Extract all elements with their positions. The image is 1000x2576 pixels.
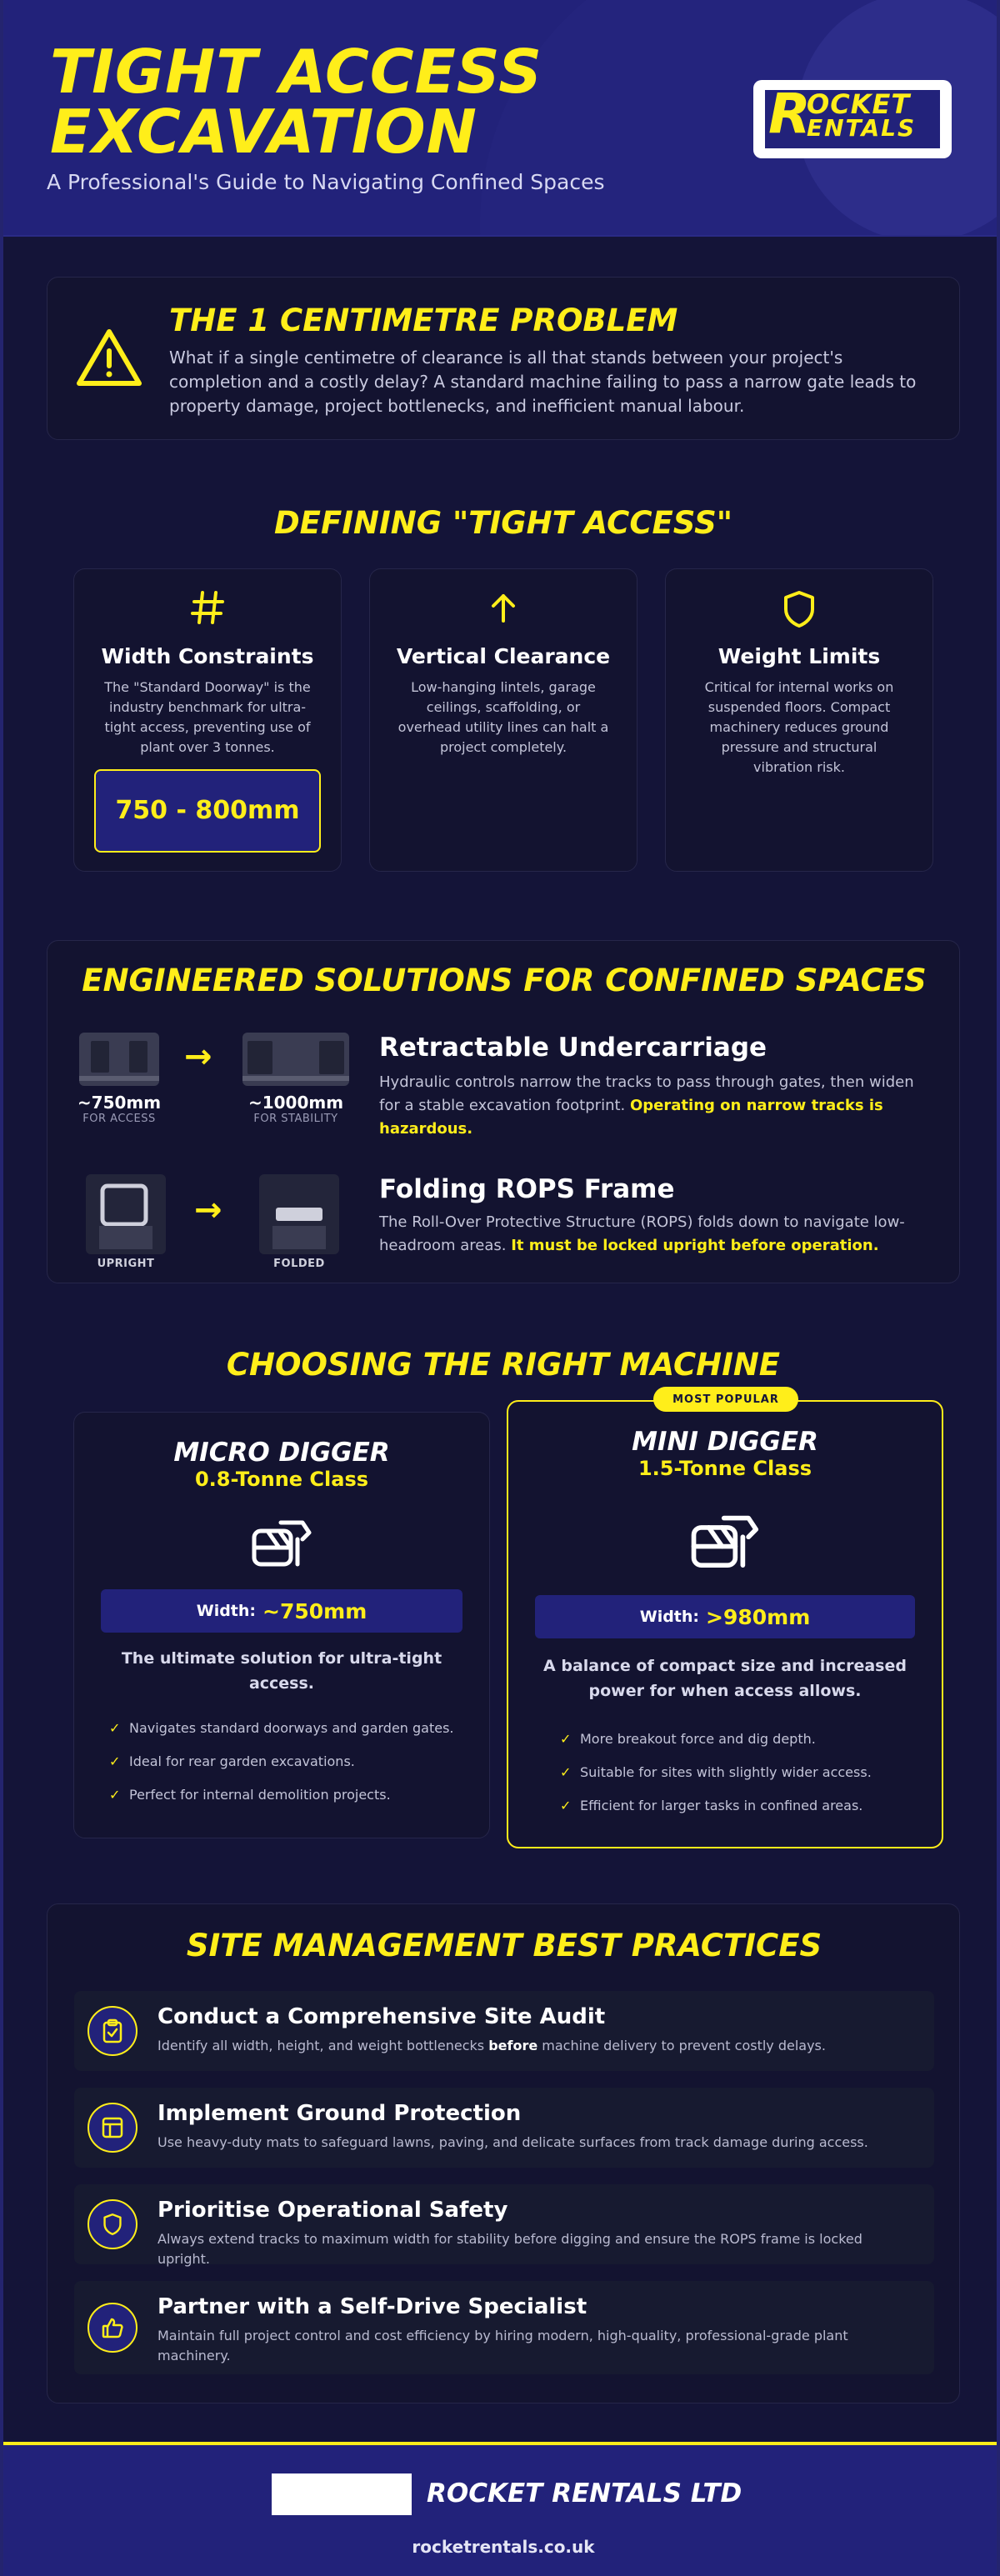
card-title: Weight Limits	[718, 644, 881, 668]
width-box	[101, 1589, 462, 1633]
check-icon: ✓	[560, 1730, 572, 1747]
machine-name: MINI DIGGER	[632, 1427, 818, 1457]
practice-title: Partner with a Self-Drive Specialist	[158, 2294, 588, 2319]
logo-text-1: OCKET	[807, 88, 911, 120]
upright-caption	[86, 1258, 166, 1270]
footer-logo-box	[272, 2473, 412, 2515]
undercarriage-warning: Operating on narrow tracks is hazardous.	[379, 1097, 883, 1138]
undercarriage-title: Retractable Undercarriage	[379, 1033, 768, 1063]
footer	[3, 2442, 1000, 2576]
arrow-right-icon: →	[194, 1191, 222, 1229]
wide-width-caption: FOR STABILITY	[253, 1113, 338, 1125]
machine-class: 0.8-Tonne Class	[194, 1468, 369, 1491]
width-value: ~750mm	[262, 1598, 368, 1623]
logo-letter: R	[768, 82, 811, 146]
company-name: ROCKET RENTALS LTD	[427, 2478, 742, 2508]
mini-digger-card	[507, 1400, 943, 1848]
practice-text	[158, 2036, 916, 2056]
undercarriage-description: Hydraulic controls narrow the tracks to pass through gates, then widen for a stable excavation footprint.	[379, 1073, 914, 1114]
title-line-2: EXCAVATION	[50, 97, 478, 167]
logo-text-2: ENTALS	[807, 114, 917, 142]
width-constraints-card	[73, 568, 342, 872]
rops-description: The Roll-Over Protective Structure (ROPS) folds down to navigate low-headroom areas.	[379, 1213, 905, 1254]
shield-icon	[666, 589, 932, 631]
feature-text: Efficient for larger tasks in confined areas.	[580, 1797, 863, 1813]
vertical-clearance-card	[369, 568, 638, 872]
practice-title: Prioritise Operational Safety	[158, 2198, 508, 2223]
practice-item	[74, 1991, 934, 2071]
width-label: Width:	[196, 1602, 257, 1620]
narrow-width-value: ~750mm	[77, 1093, 162, 1113]
check-icon: ✓	[560, 1797, 572, 1813]
feature-text: More breakout force and dig depth.	[580, 1730, 816, 1747]
practice-item	[74, 2184, 934, 2267]
rops-warning: It must be locked upright before operation.	[511, 1237, 879, 1254]
check-icon: ✓	[109, 1786, 121, 1803]
feature-text: Suitable for sites with slightly wider access.	[580, 1763, 872, 1780]
width-label: Width:	[639, 1608, 700, 1626]
logo-plate	[765, 82, 940, 148]
rops-upright-icon	[86, 1174, 166, 1254]
practices-title: SITE MANAGEMENT BEST PRACTICES	[186, 1928, 822, 1963]
page-title	[50, 37, 650, 167]
narrow-caption	[72, 1093, 166, 1125]
best-practices-card	[47, 1903, 960, 2403]
machine-name: MICRO DIGGER	[173, 1438, 390, 1468]
page-subtitle: A Professional's Guide to Navigating Confined Spaces	[47, 170, 605, 194]
practice-item	[74, 2281, 934, 2374]
machine-class: 1.5-Tonne Class	[638, 1457, 812, 1480]
rops-folded-icon	[259, 1174, 339, 1254]
practice-item	[74, 2088, 934, 2168]
check-icon: ✓	[109, 1719, 121, 1736]
arrow-up-icon	[370, 589, 637, 631]
list-item	[109, 1778, 454, 1811]
feature-text: Navigates standard doorways and garden gates.	[129, 1719, 454, 1736]
practice-text: Maintain full project control and cost efficiency by hiring modern, high-quality, professional-grade plant machinery.	[158, 2328, 848, 2363]
card-text: The "Standard Doorway" is the industry benchmark for ultra-tight access, preventing use of plant over 3 tonnes.	[104, 679, 311, 755]
hash-icon	[74, 589, 341, 631]
upright-label: UPRIGHT	[97, 1258, 155, 1270]
card-text: Low-hanging lintels, garage ceilings, scaffolding, or overhead utility lines can halt a project completely.	[398, 679, 609, 755]
list-item	[109, 1744, 454, 1778]
feature-text: Ideal for rear garden excavations.	[129, 1753, 355, 1769]
mini-features-list	[560, 1722, 872, 1822]
problem-card	[47, 277, 960, 440]
wide-width-value: ~1000mm	[248, 1093, 344, 1113]
folded-caption	[259, 1258, 339, 1270]
folded-label: FOLDED	[273, 1258, 325, 1270]
machine-description: The ultimate solution for ultra-tight access.	[121, 1649, 442, 1693]
solutions-title: ENGINEERED SOLUTIONS FOR CONFINED SPACES	[82, 963, 927, 998]
feature-text: Perfect for internal demolition projects.	[129, 1786, 391, 1803]
machine-description: A balance of compact size and increased power for when access allows.	[543, 1657, 907, 1700]
list-item	[109, 1711, 454, 1744]
check-icon: ✓	[109, 1753, 121, 1769]
machines-title: CHOOSING THE RIGHT MACHINE	[226, 1347, 781, 1383]
card-text: Critical for internal works on suspended floors. Compact machinery reduces ground pressure and structural vibration risk.	[704, 679, 894, 775]
width-highlight: 750 - 800mm	[94, 769, 321, 853]
practice-title: Implement Ground Protection	[158, 2101, 522, 2126]
clipboard-check-icon	[88, 2006, 138, 2056]
header	[3, 0, 997, 237]
shield-icon	[88, 2199, 138, 2249]
thumbs-up-icon	[88, 2303, 138, 2353]
warning-icon	[76, 328, 142, 388]
card-title: Vertical Clearance	[396, 644, 611, 668]
practice-text-bold: before	[488, 2038, 538, 2053]
defining-title: DEFINING "TIGHT ACCESS"	[273, 505, 733, 541]
practice-text: Use heavy-duty mats to safeguard lawns, paving, and delicate surfaces from track damage during access.	[158, 2134, 868, 2150]
micro-digger-card	[73, 1412, 490, 1838]
width-box	[535, 1595, 915, 1638]
rocket-rentals-logo	[753, 80, 952, 158]
check-icon: ✓	[560, 1763, 572, 1780]
width-value: >980mm	[706, 1604, 811, 1629]
arrow-right-icon: →	[184, 1038, 212, 1076]
layout-icon	[88, 2103, 138, 2153]
practice-text: Always extend tracks to maximum width for stability before digging and ensure the ROPS frame is locked upright.	[158, 2231, 862, 2267]
excavator-icon	[690, 1512, 762, 1573]
narrow-tracks-icon	[79, 1033, 159, 1086]
card-title: Width Constraints	[101, 644, 314, 668]
rops-row	[48, 1174, 961, 1274]
solutions-card	[47, 940, 960, 1283]
micro-features-list	[109, 1711, 454, 1811]
narrow-width-caption: FOR ACCESS	[82, 1113, 156, 1125]
practice-text-post: machine delivery to prevent costly delays.	[538, 2038, 826, 2053]
title-line-1: TIGHT ACCESS	[50, 37, 542, 107]
website-link[interactable]: rocketrentals.co.uk	[412, 2537, 595, 2557]
wide-tracks-icon	[242, 1033, 349, 1086]
excavator-icon	[251, 1518, 314, 1571]
practice-title: Conduct a Comprehensive Site Audit	[158, 2004, 606, 2029]
rops-text	[379, 1211, 929, 1258]
undercarriage-row	[48, 1033, 961, 1158]
problem-title: THE 1 CENTIMETRE PROBLEM	[169, 303, 678, 338]
practice-text-pre: Identify all width, height, and weight bottlenecks	[158, 2038, 489, 2053]
rops-title: Folding ROPS Frame	[379, 1174, 675, 1204]
undercarriage-text	[379, 1071, 929, 1141]
problem-text: What if a single centimetre of clearance is all that stands between your project's completion and a costly delay? A standard machine failing to pass a narrow gate leads to property damage, project bottlenecks, and inefficient manual labour.	[169, 348, 917, 416]
most-popular-badge: MOST POPULAR	[653, 1387, 798, 1412]
weight-limits-card	[665, 568, 933, 872]
list-item	[560, 1755, 872, 1788]
list-item	[560, 1722, 872, 1755]
list-item	[560, 1788, 872, 1822]
wide-caption	[241, 1093, 351, 1125]
